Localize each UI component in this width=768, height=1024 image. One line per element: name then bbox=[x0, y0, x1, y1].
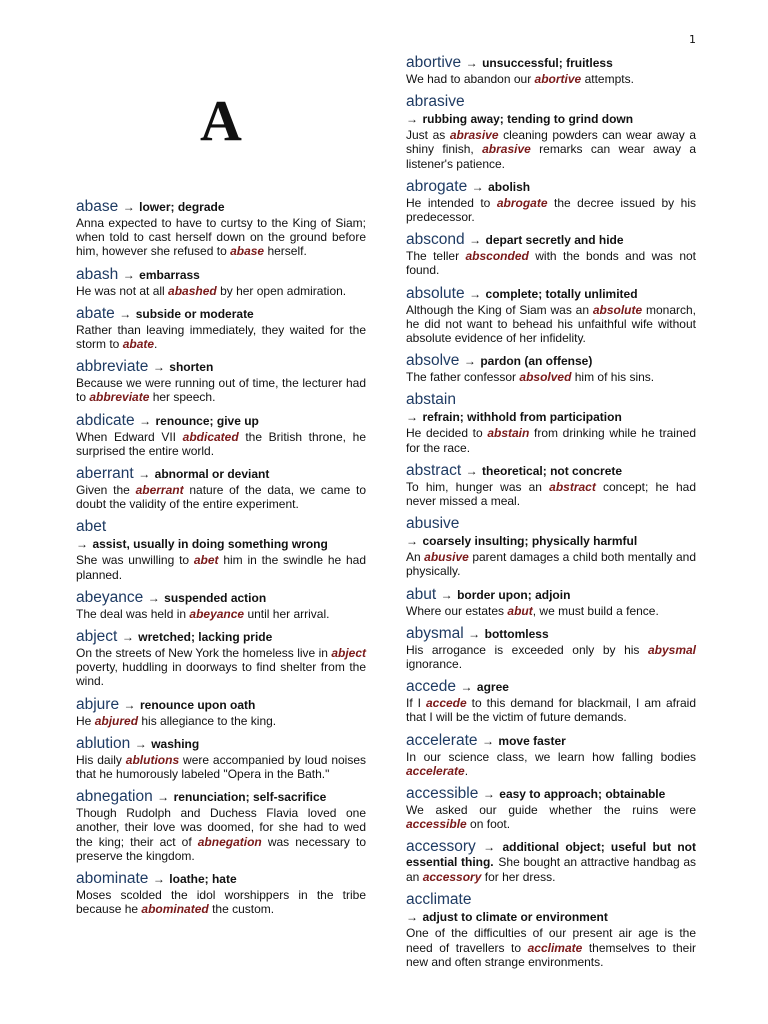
dictionary-entry bbox=[406, 838, 696, 884]
dictionary-entry bbox=[406, 586, 696, 618]
headword: accessible bbox=[406, 785, 479, 803]
headword: accessory bbox=[406, 838, 476, 856]
headword: abase bbox=[76, 198, 119, 215]
definition: bottomless bbox=[484, 626, 549, 641]
entry-headline bbox=[406, 54, 696, 72]
example-sentence: He intended to abrogate the decree issued by his predecessor. bbox=[406, 195, 696, 225]
dictionary-entry bbox=[406, 891, 696, 969]
example-sentence: The teller absconded with the bonds and was not found. bbox=[406, 249, 696, 278]
dictionary-entry bbox=[76, 589, 366, 621]
definition: additional object; useful but not essential thing. bbox=[406, 840, 696, 870]
highlighted-word: absconded bbox=[465, 249, 529, 264]
highlighted-word: accede bbox=[425, 696, 467, 711]
arrow-glyph: → bbox=[122, 200, 135, 214]
highlighted-word: acclimate bbox=[527, 940, 583, 955]
arrow-glyph: → bbox=[406, 910, 418, 925]
example-sentence: One of the difficulties of our present air age is the need of travellers to acclimate themselves to their new and often strange environments. bbox=[406, 926, 696, 969]
dictionary-entry bbox=[406, 54, 696, 86]
example-sentence: To him, hunger was an abstract concept; he had never missed a meal. bbox=[406, 479, 696, 509]
highlighted-word: abstract bbox=[549, 479, 596, 494]
arrow-glyph: → bbox=[465, 463, 478, 478]
arrow-glyph: → bbox=[463, 354, 476, 369]
example-sentence: His daily ablutions were accompanied by loud noises that he humorously labeled "Opera in the Bath." bbox=[76, 752, 367, 782]
headword: abusive bbox=[406, 515, 460, 533]
entry-headline bbox=[406, 462, 696, 480]
example-sentence: His arrogance is exceeded only by his abysmal ignorance. bbox=[406, 642, 696, 672]
example-sentence: He decided to abstain from drinking while he trained for the race. bbox=[406, 426, 696, 455]
arrow-glyph: → bbox=[406, 410, 418, 425]
definition: depart secretly and hide bbox=[485, 233, 624, 248]
example-sentence: She was unwilling to abet him in the swindle he had planned. bbox=[76, 553, 367, 582]
example-sentence: We had to abandon our abortive attempts. bbox=[406, 72, 634, 86]
definition: rubbing away; tending to grind down bbox=[422, 112, 634, 127]
highlighted-word: absolved bbox=[519, 370, 572, 385]
highlighted-word: abdicated bbox=[182, 429, 239, 444]
definition: theoretical; not concrete bbox=[482, 463, 623, 478]
highlighted-word: abbreviate bbox=[89, 390, 150, 405]
headword: acclimate bbox=[406, 891, 472, 909]
entry-headline bbox=[76, 735, 366, 753]
headword: abeyance bbox=[76, 588, 144, 606]
example-sentence: He abjured his allegiance to the king. bbox=[76, 713, 277, 728]
headword: aberrant bbox=[76, 465, 134, 483]
dictionary-entry bbox=[76, 735, 366, 781]
arrow-glyph: → bbox=[121, 630, 134, 645]
entry-headline bbox=[76, 198, 366, 216]
entry-headline bbox=[406, 586, 696, 604]
definition: renounce upon oath bbox=[140, 697, 256, 712]
dictionary-entry bbox=[76, 305, 366, 351]
example-sentence: We asked our guide whether the ruins were accessible on foot. bbox=[406, 803, 696, 832]
entry-headline bbox=[76, 412, 366, 430]
dictionary-entry bbox=[76, 412, 366, 458]
arrow-glyph: → bbox=[152, 872, 165, 887]
example-sentence: When Edward VII abdicated the British throne, he surprised the entire world. bbox=[76, 429, 366, 458]
arrow-glyph: → bbox=[481, 733, 494, 748]
highlighted-word: abashed bbox=[168, 283, 217, 298]
dictionary-entry bbox=[406, 391, 696, 454]
arrow-glyph: → bbox=[134, 736, 147, 751]
definition: refrain; withhold from participation bbox=[422, 410, 622, 425]
example-sentence: On the streets of New York the homeless live in abject poverty, huddling in doorways to find shelter from the wind. bbox=[76, 646, 366, 689]
entry-headline bbox=[76, 358, 366, 376]
highlighted-word: abjured bbox=[94, 713, 139, 728]
highlighted-word: accelerate bbox=[406, 763, 465, 778]
highlighted-word: abortive bbox=[534, 72, 582, 86]
dictionary-entry bbox=[76, 465, 366, 511]
arrow-glyph: → bbox=[465, 56, 478, 70]
example-sentence: Anna expected to have to curtsy to the King of Siam; when told to cast herself down on the ground before him, however she refused to abase herself. bbox=[76, 216, 366, 259]
headword: abash bbox=[76, 265, 119, 283]
definition: wretched; lacking pride bbox=[138, 630, 273, 645]
highlighted-word: abusive bbox=[424, 550, 469, 565]
dictionary-entry bbox=[406, 231, 696, 277]
dictionary-entry bbox=[76, 788, 366, 863]
arrow-glyph: → bbox=[468, 626, 481, 641]
entry-headline bbox=[76, 870, 366, 888]
headword: abominate bbox=[76, 870, 149, 888]
entry-headline bbox=[76, 628, 366, 646]
entry-headline bbox=[406, 178, 696, 196]
headword: abate bbox=[76, 304, 115, 322]
headword: abnegation bbox=[76, 788, 153, 806]
example-sentence: Moses scolded the idol worshippers in the tribe because he abominated the custom. bbox=[76, 888, 366, 917]
entry-headline bbox=[406, 891, 696, 926]
headword: abbreviate bbox=[76, 358, 149, 376]
definition: complete; totally unlimited bbox=[485, 286, 638, 301]
arrow-glyph: → bbox=[119, 306, 132, 321]
definition: suspended action bbox=[164, 590, 267, 605]
example-sentence: Just as abrasive cleaning powders can wear away a shiny finish, abrasive remarks can wear away a listener's patience. bbox=[406, 128, 696, 171]
arrow-glyph: → bbox=[122, 267, 135, 282]
arrow-glyph: → bbox=[471, 179, 484, 194]
entry-headline bbox=[76, 266, 366, 284]
entry-headline bbox=[406, 352, 696, 370]
dictionary-entry bbox=[406, 785, 696, 831]
example-sentence: An abusive parent damages a child both mentally and physically. bbox=[406, 550, 696, 579]
definition: loathe; hate bbox=[169, 872, 237, 887]
arrow-glyph: → bbox=[469, 233, 482, 248]
highlighted-word: ablutions bbox=[125, 752, 180, 767]
arrow-glyph: → bbox=[152, 360, 165, 375]
dictionary-entry bbox=[406, 93, 696, 171]
highlighted-word: abrogate bbox=[496, 195, 548, 210]
entry-headline bbox=[406, 285, 696, 303]
dictionary-entry bbox=[76, 628, 366, 689]
arrow-glyph: → bbox=[157, 790, 170, 805]
headword: abjure bbox=[76, 695, 120, 713]
headword: abdicate bbox=[76, 411, 135, 429]
headword: abysmal bbox=[406, 624, 464, 642]
dictionary-entry bbox=[76, 198, 366, 259]
dictionary-entry bbox=[76, 870, 366, 916]
arrow-glyph: → bbox=[483, 840, 496, 855]
definition: abolish bbox=[488, 179, 531, 194]
arrow-glyph: → bbox=[406, 534, 418, 549]
definition: unsuccessful; fruitless bbox=[482, 56, 613, 70]
arrow-glyph: → bbox=[123, 697, 136, 712]
entry-headline bbox=[406, 838, 696, 884]
arrow-glyph: → bbox=[469, 286, 482, 301]
example-sentence: The deal was held in abeyance until her arrival. bbox=[76, 606, 330, 621]
dictionary-entry bbox=[406, 515, 696, 578]
example-sentence: In our science class, we learn how falling bodies accelerate. bbox=[406, 749, 696, 778]
headword: accelerate bbox=[406, 731, 478, 749]
highlighted-word: aberrant bbox=[135, 483, 184, 498]
page-number: 1 bbox=[689, 33, 696, 46]
example-sentence: She bought an attractive handbag as an accessory for her dress. bbox=[406, 855, 697, 884]
highlighted-word: accessible bbox=[406, 817, 467, 832]
definition: move faster bbox=[498, 733, 566, 748]
definition: washing bbox=[151, 736, 200, 751]
definition: agree bbox=[476, 680, 509, 695]
headword: absolute bbox=[406, 284, 465, 302]
arrow-glyph: → bbox=[440, 587, 453, 602]
headword: abscond bbox=[406, 231, 465, 249]
entry-headline bbox=[406, 391, 696, 426]
definition: shorten bbox=[169, 360, 214, 375]
highlighted-word: abominated bbox=[141, 902, 209, 917]
headword: abject bbox=[76, 628, 118, 646]
dictionary-entry bbox=[76, 358, 366, 404]
entry-headline bbox=[76, 788, 366, 806]
arrow-glyph: → bbox=[139, 413, 152, 428]
arrow-glyph: → bbox=[482, 787, 495, 802]
definition: abnormal or deviant bbox=[154, 467, 270, 482]
definition: subside or moderate bbox=[135, 306, 254, 321]
example-sentence: He was not at all abashed by her open admiration. bbox=[76, 283, 347, 298]
headword: absolve bbox=[406, 352, 460, 370]
entry-headline bbox=[406, 93, 696, 128]
highlighted-word: abeyance bbox=[189, 606, 245, 621]
headword: abstain bbox=[406, 391, 456, 409]
section-letter: A bbox=[200, 88, 242, 153]
highlighted-word: accessory bbox=[422, 869, 482, 884]
entry-headline bbox=[406, 785, 696, 803]
dictionary-entry bbox=[406, 625, 696, 671]
entry-headline bbox=[76, 518, 366, 553]
definition: renounce; give up bbox=[155, 413, 259, 428]
entry-headline bbox=[406, 678, 696, 696]
entry-headline bbox=[76, 696, 366, 714]
dictionary-entry bbox=[406, 678, 696, 724]
arrow-glyph: → bbox=[138, 467, 151, 482]
example-sentence: The father confessor absolved him of his sins. bbox=[406, 370, 655, 385]
definition: border upon; adjoin bbox=[457, 587, 571, 602]
entry-headline bbox=[406, 515, 696, 550]
headword: accede bbox=[406, 678, 456, 696]
highlighted-word: abase bbox=[230, 244, 265, 259]
headword: abut bbox=[406, 585, 437, 603]
definition: assist, usually in doing something wrong bbox=[92, 537, 328, 552]
example-sentence: Because we were running out of time, the lecturer had to abbreviate her speech. bbox=[76, 376, 366, 405]
arrow-glyph: → bbox=[147, 590, 160, 605]
dictionary-entry bbox=[76, 266, 366, 298]
example-sentence: Though Rudolph and Duchess Flavia loved one another, their love was doomed, for she had to wed the king; their act of abnegation was necessary to preserve the kingdom. bbox=[76, 806, 366, 863]
arrow-glyph: → bbox=[76, 537, 88, 552]
arrow-glyph: → bbox=[406, 112, 418, 127]
headword: abrogate bbox=[406, 177, 468, 195]
dictionary-entry bbox=[406, 462, 696, 508]
headword: abstract bbox=[406, 461, 462, 479]
dictionary-entry bbox=[406, 285, 696, 346]
headword: abet bbox=[76, 518, 107, 536]
example-sentence: Where our estates abut, we must build a fence. bbox=[406, 603, 659, 618]
headword: abortive bbox=[406, 54, 462, 71]
definition: adjust to climate or environment bbox=[422, 910, 608, 925]
definition: embarrass bbox=[139, 267, 200, 282]
highlighted-word: abut bbox=[507, 603, 533, 618]
highlighted-word: abstain bbox=[487, 426, 530, 441]
headword: abrasive bbox=[406, 93, 465, 111]
dictionary-entry bbox=[76, 518, 366, 581]
definition: lower; degrade bbox=[139, 200, 225, 214]
example-sentence: Although the King of Siam was an absolute monarch, he did not want to behead his unfaithful wife without absolute evidence of her infidelity. bbox=[406, 302, 696, 346]
example-sentence: Rather than leaving immediately, they waited for the storm to abate. bbox=[76, 322, 366, 352]
highlighted-word: abject bbox=[331, 646, 366, 661]
entry-headline bbox=[406, 231, 696, 249]
headword: ablution bbox=[76, 734, 131, 752]
left-column bbox=[76, 198, 366, 923]
entry-headline bbox=[406, 732, 696, 750]
highlighted-word: abet bbox=[193, 553, 219, 568]
highlighted-word: abnegation bbox=[197, 834, 262, 849]
dictionary-entry bbox=[406, 178, 696, 224]
definition: pardon (an offense) bbox=[480, 354, 593, 369]
highlighted-word: abate bbox=[122, 337, 155, 352]
highlighted-word: abysmal bbox=[647, 642, 696, 657]
entry-headline bbox=[406, 625, 696, 643]
arrow-glyph: → bbox=[460, 680, 473, 695]
entry-headline bbox=[76, 465, 366, 483]
dictionary-entry bbox=[406, 352, 696, 384]
entry-headline bbox=[76, 589, 366, 607]
example-sentence: If I accede to this demand for blackmail, I am afraid that I will be the victim of future demands. bbox=[406, 696, 697, 725]
entry-headline bbox=[76, 305, 366, 323]
dictionary-entry bbox=[406, 732, 696, 778]
definition: renunciation; self-sacrifice bbox=[173, 790, 327, 805]
definition: coarsely insulting; physically harmful bbox=[422, 534, 638, 549]
dictionary-entry bbox=[76, 696, 366, 728]
definition: easy to approach; obtainable bbox=[499, 787, 666, 802]
example-sentence: Given the aberrant nature of the data, we came to doubt the validity of the entire experiment. bbox=[76, 483, 367, 512]
right-column bbox=[406, 54, 696, 976]
highlighted-word: abrasive bbox=[482, 142, 531, 157]
highlighted-word: absolute bbox=[592, 302, 643, 317]
highlighted-word: abrasive bbox=[449, 128, 499, 143]
